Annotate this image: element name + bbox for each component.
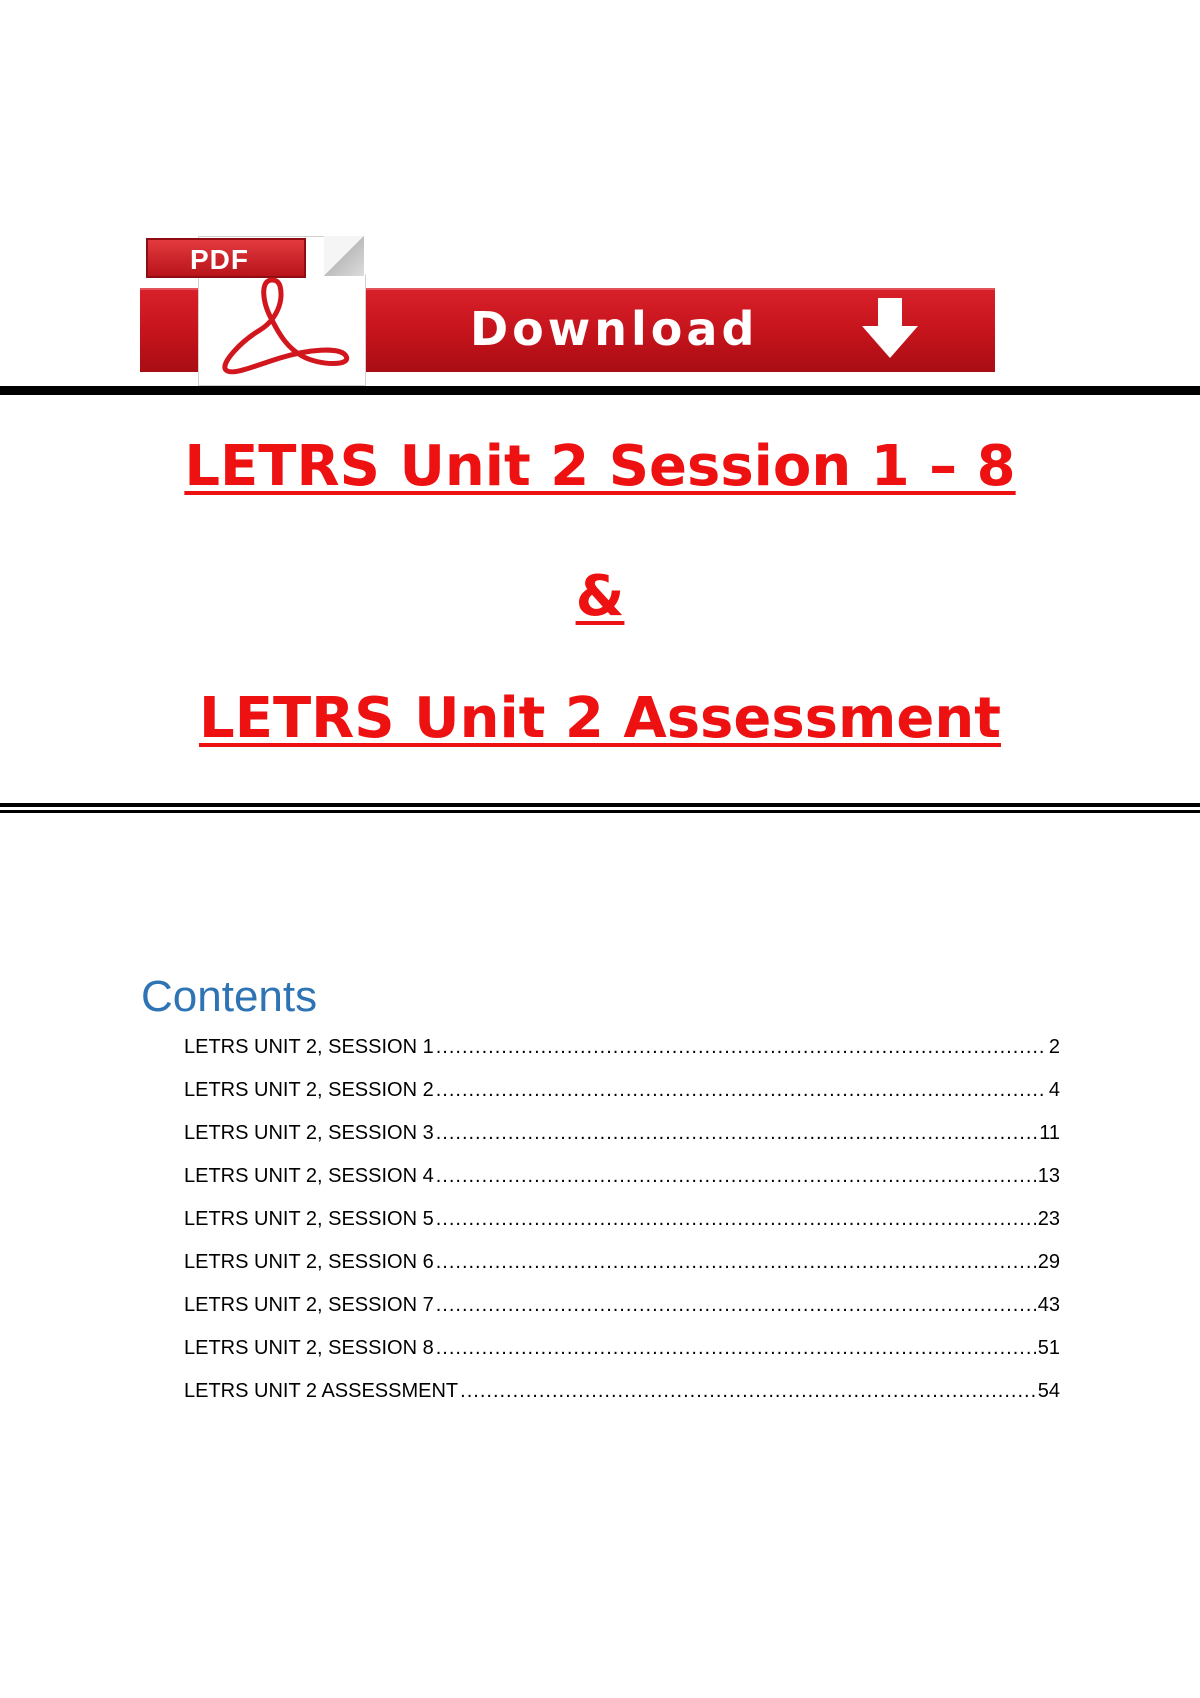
toc-entry-page[interactable]: 43: [1037, 1294, 1060, 1316]
toc-entry-page[interactable]: 54: [1037, 1380, 1060, 1402]
toc-entry-label[interactable]: LETRS UNIT 2, SESSION 5: [184, 1208, 434, 1230]
table-of-contents: [184, 1036, 1060, 1423]
toc-entry-page[interactable]: 13: [1037, 1165, 1060, 1187]
download-label[interactable]: Download: [470, 302, 759, 356]
title-ampersand: &: [575, 564, 625, 629]
toc-leader-dots: [436, 1208, 1036, 1231]
download-arrow-icon[interactable]: [858, 296, 922, 362]
toc-entry[interactable]: [184, 1165, 1060, 1208]
toc-entry-label[interactable]: LETRS UNIT 2, SESSION 6: [184, 1251, 434, 1273]
toc-leader-dots: [436, 1165, 1036, 1188]
toc-entry-page[interactable]: 29: [1037, 1251, 1060, 1273]
toc-entry-page[interactable]: 11: [1039, 1122, 1060, 1144]
toc-entry-label[interactable]: LETRS UNIT 2, SESSION 1: [184, 1036, 434, 1058]
toc-entry[interactable]: [184, 1251, 1060, 1294]
toc-entry-label[interactable]: LETRS UNIT 2, SESSION 4: [184, 1165, 434, 1187]
pdf-download-banner[interactable]: [140, 230, 995, 385]
toc-entry-page[interactable]: 2: [1048, 1036, 1060, 1058]
toc-entry-label[interactable]: LETRS UNIT 2 ASSESSMENT: [184, 1380, 459, 1402]
bottom-rule-thick: [0, 803, 1200, 807]
toc-entry-label[interactable]: LETRS UNIT 2, SESSION 3: [184, 1122, 434, 1144]
toc-entry[interactable]: [184, 1294, 1060, 1337]
toc-entry[interactable]: [184, 1079, 1060, 1122]
toc-entry-page[interactable]: 23: [1037, 1208, 1060, 1230]
pdf-label: PDF: [146, 238, 306, 278]
toc-entry[interactable]: [184, 1380, 1060, 1423]
title-line-2: LETRS Unit 2 Assessment: [199, 686, 1001, 751]
toc-entry[interactable]: [184, 1208, 1060, 1251]
contents-heading: Contents: [141, 972, 318, 1021]
toc-entry[interactable]: [184, 1122, 1060, 1165]
toc-entry-page[interactable]: 51: [1037, 1337, 1060, 1359]
bottom-rule-thin: [0, 810, 1200, 813]
toc-leader-dots: [436, 1337, 1036, 1360]
toc-leader-dots: [460, 1380, 1036, 1403]
toc-entry[interactable]: [184, 1337, 1060, 1380]
toc-leader-dots: [436, 1079, 1047, 1102]
acrobat-logo-icon: [210, 272, 360, 382]
title-line-1: LETRS Unit 2 Session 1 – 8: [184, 434, 1016, 499]
toc-entry-label[interactable]: LETRS UNIT 2, SESSION 2: [184, 1079, 434, 1101]
toc-entry-label[interactable]: LETRS UNIT 2, SESSION 8: [184, 1337, 434, 1359]
toc-leader-dots: [436, 1122, 1038, 1145]
toc-leader-dots: [436, 1036, 1047, 1059]
top-rule: [0, 386, 1200, 395]
toc-entry-page[interactable]: 4: [1048, 1079, 1060, 1101]
toc-leader-dots: [436, 1251, 1036, 1274]
toc-entry[interactable]: [184, 1036, 1060, 1079]
toc-entry-label[interactable]: LETRS UNIT 2, SESSION 7: [184, 1294, 434, 1316]
toc-leader-dots: [436, 1294, 1036, 1317]
page-corner-fold: [324, 236, 364, 276]
